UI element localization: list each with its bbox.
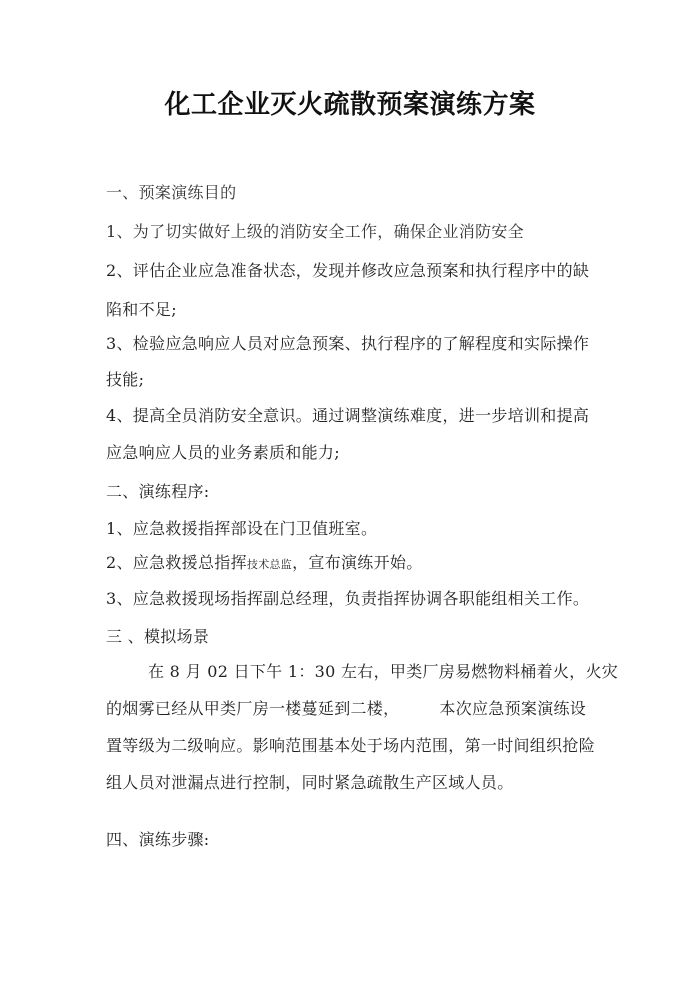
section1-item3-line1: 3、检验应急响应人员对应急预案、执行程序的了解程度和实际操作: [106, 334, 590, 353]
section1-item1: 1、为了切实做好上级的消防安全工作，确保企业消防安全: [106, 222, 524, 241]
section1-heading: 一、预案演练目的: [106, 183, 237, 202]
section2-item1: 1、应急救援指挥部设在门卫值班室。: [106, 519, 378, 538]
section4-heading: 四、演练步骤:: [106, 830, 210, 849]
section1-item3-line2: 技能;: [106, 370, 145, 389]
section3-para-line4: 组人员对泄漏点进行控制，同时紧急疏散生产区域人员。: [106, 773, 514, 792]
section2-heading: 二、演练程序:: [106, 482, 210, 501]
section3-para-line2a: 的烟雾已经从甲类厂房一楼蔓延到二楼，: [106, 699, 400, 718]
section3-para-line3: 置等级为二级响应。影响范围基本处于场内范围，第一时间组织抢险: [106, 736, 596, 755]
section2-item2-suffix: ，宣布演练开始。: [292, 553, 423, 572]
document-title: 化工企业灭火疏散预案演练方案: [164, 90, 536, 120]
section2-item2: [106, 550, 423, 573]
section1-item4-line1: 4、提高全员消防安全意识。通过调整演练难度，进一步培训和提高: [106, 406, 590, 425]
section3-heading: 三 、模拟场景: [106, 627, 210, 646]
section2-item3: 3、应急救援现场指挥副总经理，负责指挥协调各职能组相关工作。: [106, 589, 590, 608]
section1-item2-line2: 陷和不足;: [106, 300, 177, 319]
section3-para-line1: 在 8 月 02 日下午 1：30 左右，甲类厂房易燃物料桶着火，火灾: [148, 662, 619, 681]
section1-item2-line1: 2、评估企业应急准备状态，发现并修改应急预案和执行程序中的缺: [106, 261, 590, 280]
section1-item4-line2: 应急响应人员的业务素质和能力;: [106, 443, 340, 462]
section2-item2-small: 技术总监: [246, 558, 293, 571]
section3-para-line2: [106, 696, 586, 719]
section3-para-line2b: 本次应急预案演练设: [439, 699, 587, 718]
section2-item2-prefix: 2、应急救援总指挥: [106, 553, 247, 572]
